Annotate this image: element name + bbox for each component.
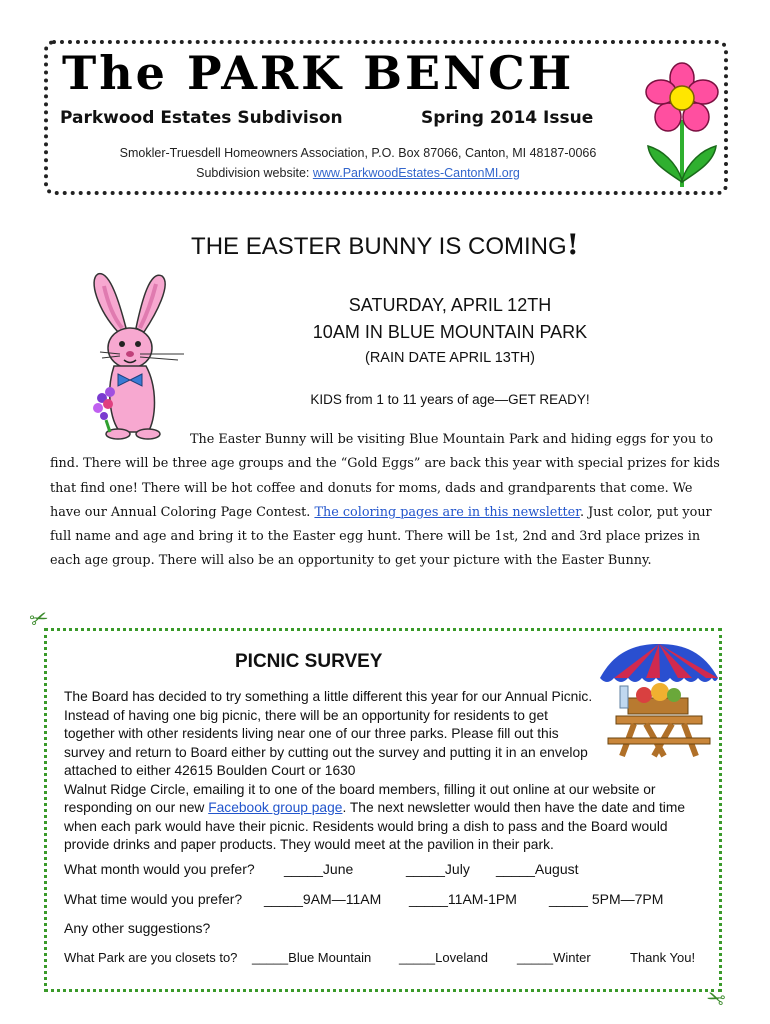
park-question-label: What Park are you closets to? <box>64 950 238 965</box>
issue-label: Spring 2014 Issue <box>421 108 594 128</box>
survey-text-1: Walnut Ridge Circle, emailing it to one of the board members, filling it out online at our website or responding on our new <box>64 781 656 815</box>
suggestions-label: Any other suggestions? <box>64 920 211 936</box>
facebook-group-link[interactable]: Facebook group page <box>208 800 343 815</box>
subdivision-name: Parkwood Estates Subdivison <box>60 108 343 128</box>
kids-age-line: KIDS from 1 to 11 years of age—GET READY! <box>310 392 590 407</box>
website-line <box>48 166 668 180</box>
month-option-june[interactable]: _____June <box>284 861 354 877</box>
time-question-label: What time would you prefer? <box>64 891 243 907</box>
website-prefix: Subdivision website: <box>196 166 313 180</box>
coloring-pages-link[interactable]: The coloring pages are in this newsletter <box>314 504 580 520</box>
thank-you-text: Thank You! <box>630 950 696 965</box>
survey-text-narrow: The Board has decided to try something a little different this year for our Annual Picnic. Instead of having one big picnic, there will be an opportunity for residents to get together with other residents living near one of our three parks. Please fill out this survey and return to Board either by cutting out the survey and putting it in an envelop attached to either 42615 Boulden Court or 1630 <box>64 689 593 778</box>
easter-bunny-icon <box>80 270 190 440</box>
newsletter-title: The PARK BENCH <box>62 46 575 100</box>
association-address: Smokler-Truesdell Homeowners Association, P.O. Box 87066, Canton, MI 48187-0066 <box>119 146 597 160</box>
easter-text-2: . Just color, put your full name and age and bring it to the Easter egg hunt. There will be 1st, 2nd and 3rd place prizes in each age group. There will also be an opportunity to get your picture with the Easter Bunny. <box>50 504 712 569</box>
event-date: SATURDAY, APRIL 12TH <box>348 295 552 315</box>
masthead <box>44 40 728 195</box>
park-option-blue-mountain[interactable]: _____Blue Mountain <box>252 950 372 965</box>
time-option-morning[interactable]: _____9AM—11AM <box>264 891 382 907</box>
easter-heading <box>0 228 770 261</box>
rain-date: (RAIN DATE APRIL 13TH) <box>364 350 535 366</box>
scissors-icon: ✂ <box>703 982 729 1013</box>
month-option-august[interactable]: _____August <box>496 861 579 877</box>
month-question-label: What month would you prefer? <box>64 861 255 877</box>
scissors-icon: ✂ <box>26 603 52 634</box>
flower-icon <box>642 62 722 192</box>
survey-heading: PICNIC SURVEY <box>235 651 383 672</box>
park-option-winter[interactable]: _____Winter <box>517 950 591 965</box>
website-link[interactable]: www.ParkwoodEstates-CantonMI.org <box>312 166 520 180</box>
easter-heading-text: THE EASTER BUNNY IS COMING <box>191 233 567 260</box>
park-option-loveland[interactable]: _____Loveland <box>399 950 488 965</box>
event-time-place: 10AM IN BLUE MOUNTAIN PARK <box>312 322 588 342</box>
easter-text-1: The Easter Bunny will be visiting Blue Mountain Park and hiding eggs for you to find. There will be three age groups and the “Gold Eggs” are back this year with special prizes for kids that find one! There will be hot coffee and donuts for moms, dads and grandparents that come. We have our Annual Coloring Page Contest. <box>50 432 720 520</box>
easter-heading-mark: ! <box>566 228 579 261</box>
time-option-evening[interactable]: _____ 5PM—7PM <box>549 891 664 907</box>
survey-description <box>64 688 709 855</box>
survey-text-2: . The next newsletter would then have the date and time when each park would have their picnic. Residents would bring a dish to pass and the Board would provide drinks and paper products. They would meet at the pavilion in their park. <box>64 800 686 852</box>
month-option-july[interactable]: _____July <box>406 861 470 877</box>
time-option-midday[interactable]: _____11AM-1PM <box>409 891 517 907</box>
easter-description <box>50 428 720 574</box>
